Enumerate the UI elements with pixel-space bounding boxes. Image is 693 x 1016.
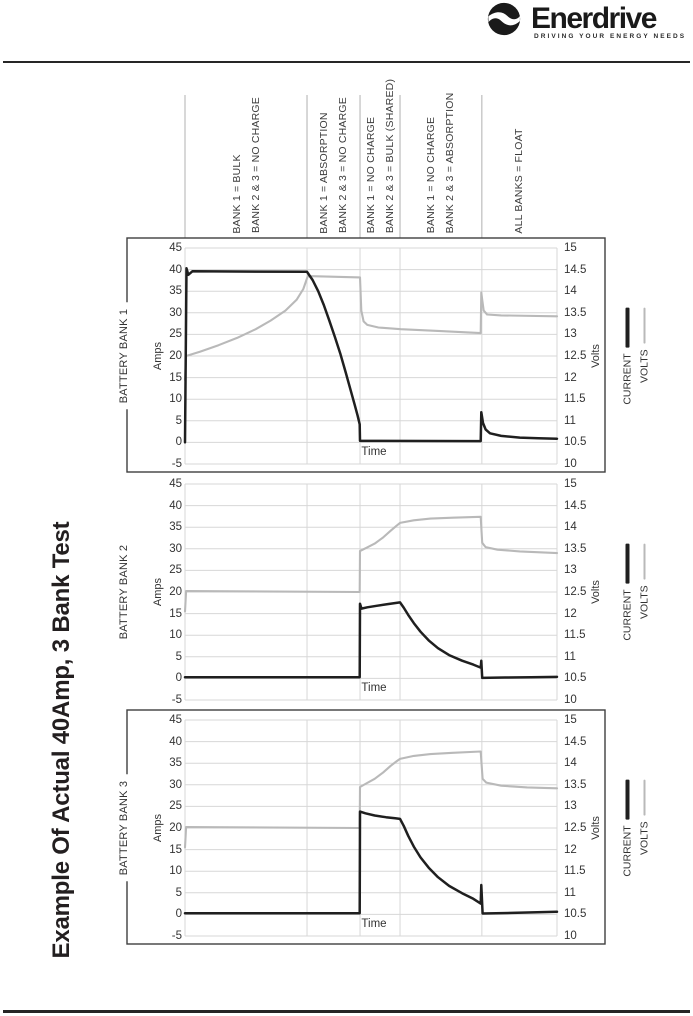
amps-tick-label: 40: [169, 263, 182, 276]
legend-item: [639, 307, 651, 383]
time-axis-label: Time: [361, 918, 387, 931]
amps-tick-label: -5: [171, 694, 182, 706]
legend-current-label: CURRENT: [621, 825, 634, 877]
amps-axis-title: Amps: [152, 577, 164, 607]
volts-tick-label: 13.5: [564, 542, 587, 555]
volts-tick-label: 12: [564, 607, 577, 620]
legend: [622, 543, 651, 640]
legend-volts-label: VOLTS: [638, 585, 651, 619]
volts-axis-title: Volts: [590, 580, 602, 604]
amps-tick-label: 25: [169, 800, 182, 813]
legend-item: [622, 307, 634, 404]
amps-tick-label: 25: [169, 564, 182, 577]
legend-current-line: [626, 779, 630, 819]
amps-tick-label: 40: [169, 735, 182, 748]
amps-tick-label: 35: [169, 285, 182, 298]
time-axis-label: Time: [361, 446, 387, 459]
legend-item: [639, 543, 651, 619]
amps-tick-label: 30: [169, 542, 182, 555]
volts-tick-label: 13: [564, 564, 577, 577]
amps-tick-label: -5: [171, 458, 182, 470]
legend-current-line: [626, 307, 630, 347]
page-title: Example Of Actual 40Amp, 3 Bank Test: [48, 521, 75, 959]
amps-tick-label: 20: [169, 586, 182, 598]
amps-tick-label: 15: [169, 607, 182, 620]
volts-tick-label: 10: [564, 694, 577, 706]
volts-tick-label: 11.5: [564, 865, 586, 878]
volts-tick-label: 12.5: [564, 822, 587, 834]
phase-label: ALL BANKS = FLOAT: [513, 127, 526, 234]
amps-tick-label: 10: [169, 629, 182, 642]
volts-tick-label: 13.5: [564, 306, 587, 319]
volts-tick-label: 13: [564, 800, 577, 813]
amps-axis-title: Amps: [152, 813, 164, 843]
brand-tagline: DRIVING YOUR ENERGY NEEDS: [534, 33, 687, 40]
volts-tick-label: 12: [564, 371, 577, 384]
volts-tick-label: 14.5: [564, 263, 587, 276]
amps-tick-label: -5: [171, 930, 182, 942]
volts-tick-label: 10.5: [564, 908, 587, 921]
volts-tick-label: 11: [564, 886, 576, 899]
phase-label: BANK 2 & 3 = NO CHARGE: [337, 97, 350, 233]
volts-tick-label: 14: [564, 757, 577, 770]
amps-tick-label: 15: [169, 843, 182, 856]
volts-tick-label: 11: [564, 650, 576, 663]
legend-volts-label: VOLTS: [638, 349, 651, 383]
amps-tick-label: 0: [175, 436, 182, 449]
volts-tick-label: 15: [564, 478, 577, 490]
volts-tick-label: 15: [564, 714, 577, 726]
amps-tick-label: 0: [175, 672, 182, 685]
amps-tick-label: 20: [169, 350, 182, 362]
legend-volts-line: [643, 779, 646, 815]
phase-label: BANK 2 & 3 = ABSORPTION: [444, 92, 457, 233]
volts-tick-label: 15: [564, 242, 577, 254]
volts-tick-label: 10.5: [564, 672, 587, 685]
legend: [622, 779, 651, 876]
time-axis-label: Time: [361, 682, 387, 695]
brand-name: Enerdrive: [531, 2, 656, 35]
volts-tick-label: 14: [564, 285, 577, 298]
bank-label: BATTERY BANK 2: [115, 539, 133, 646]
volts-tick-label: 10.5: [564, 436, 587, 449]
volts-tick-label: 14: [564, 521, 577, 534]
phase-label: BANK 1 = BULK: [230, 153, 243, 234]
legend-item: [622, 779, 634, 876]
phase-label: BANK 1 = NO CHARGE: [425, 116, 438, 233]
amps-tick-label: 35: [169, 757, 182, 770]
legend-volts-line: [643, 543, 646, 579]
legend-item: [622, 543, 634, 640]
amps-tick-label: 5: [175, 886, 182, 899]
amps-tick-label: 45: [169, 714, 182, 726]
amps-tick-label: 20: [169, 822, 182, 834]
volts-tick-label: 11: [564, 414, 576, 427]
amps-tick-label: 5: [175, 650, 182, 663]
volts-axis-title: Volts: [590, 344, 602, 368]
footer-rule: [3, 1010, 690, 1013]
volts-tick-label: 14.5: [564, 499, 587, 512]
volts-tick-label: 10: [564, 458, 577, 470]
amps-axis-title: Amps: [152, 341, 164, 371]
amps-tick-label: 15: [169, 371, 182, 384]
volts-tick-label: 12: [564, 843, 577, 856]
volts-tick-label: 10: [564, 930, 577, 942]
legend-item: [639, 779, 651, 855]
amps-tick-label: 35: [169, 521, 182, 534]
amps-tick-label: 25: [169, 328, 182, 341]
legend: [622, 307, 651, 404]
phase-label: BANK 1 = ABSORPTION: [318, 111, 331, 234]
legend-current-line: [626, 543, 630, 583]
amps-tick-label: 30: [169, 778, 182, 791]
volts-tick-label: 13: [564, 328, 577, 341]
amps-tick-label: 45: [169, 478, 182, 490]
amps-tick-label: 0: [175, 908, 182, 921]
volts-tick-label: 11.5: [564, 629, 586, 642]
amps-tick-label: 10: [169, 393, 182, 406]
amps-tick-label: 45: [169, 242, 182, 254]
phase-label: BANK 2 & 3 = BULK (SHARED): [383, 78, 396, 234]
phase-label: BANK 2 & 3 = NO CHARGE: [249, 97, 262, 233]
volts-tick-label: 12.5: [564, 350, 587, 362]
amps-tick-label: 10: [169, 865, 182, 878]
volts-tick-label: 11.5: [564, 393, 586, 406]
amps-tick-label: 30: [169, 306, 182, 319]
bank-label: BATTERY BANK 1: [115, 303, 133, 410]
volts-axis-title: Volts: [590, 816, 602, 840]
legend-current-label: CURRENT: [621, 353, 634, 405]
volts-tick-label: 12.5: [564, 586, 587, 598]
legend-current-label: CURRENT: [621, 589, 634, 641]
volts-tick-label: 14.5: [564, 735, 587, 748]
bank-label: BATTERY BANK 3: [115, 775, 133, 882]
phase-label: BANK 1 = NO CHARGE: [364, 116, 377, 233]
amps-tick-label: 5: [175, 414, 182, 427]
legend-volts-label: VOLTS: [638, 821, 651, 855]
volts-tick-label: 13.5: [564, 778, 587, 791]
amps-tick-label: 40: [169, 499, 182, 512]
legend-volts-line: [643, 307, 646, 343]
